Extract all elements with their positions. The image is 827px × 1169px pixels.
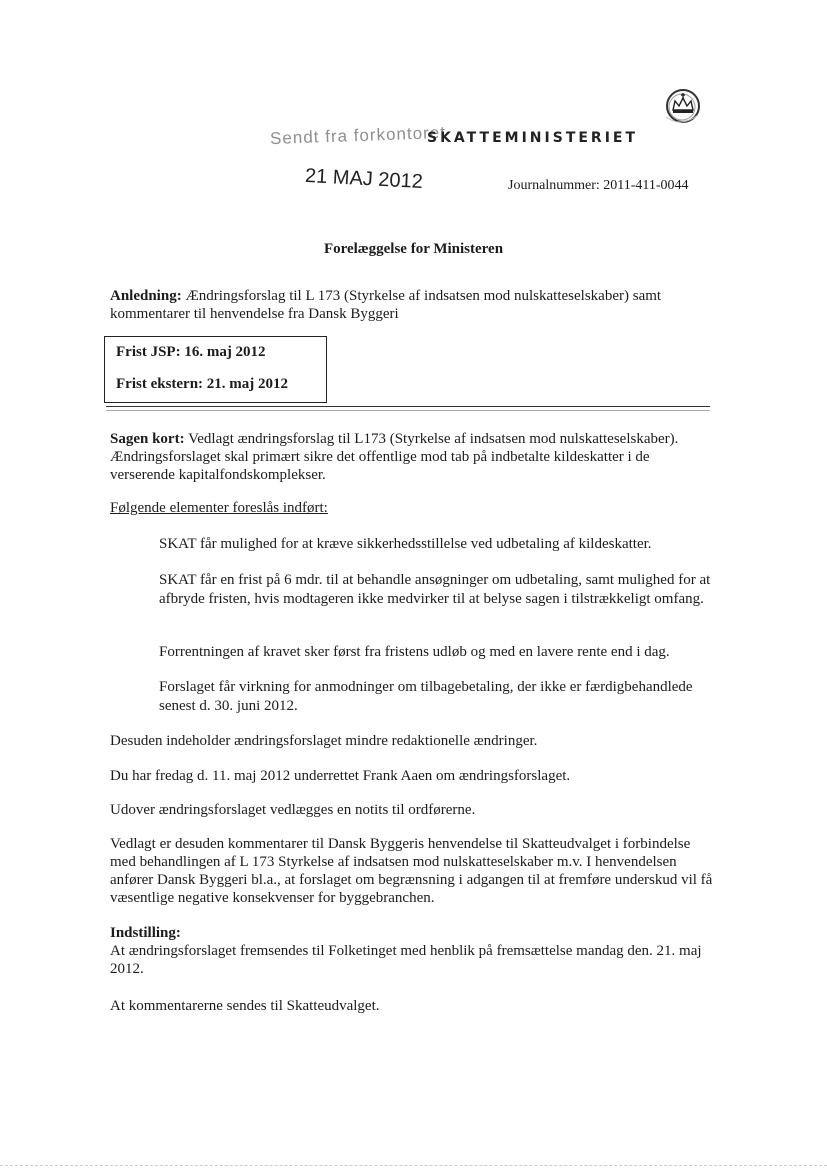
paragraph: Du har fredag d. 11. maj 2012 underrettet Frank Aaen om ændringsforslaget. xyxy=(110,768,571,784)
anledning-section xyxy=(110,287,716,323)
sagen-kort-text: Vedlagt ændringsforslag til L173 (Styrkelse af indsatsen mod nulskatteselskaber). Ændringsforslaget skal primært sikre det offentlige mod tab på indbetalte kildeskatter i de verserende kapitalfondskomplekser. xyxy=(110,431,679,483)
indstilling-label xyxy=(110,924,716,942)
indstilling-text: At kommentarerne sendes til Skatteudvalget. xyxy=(110,998,380,1014)
deadline-external: Frist ekstern: 21. maj 2012 xyxy=(116,376,289,392)
divider xyxy=(106,410,710,411)
ministry-name: SKATTEMINISTERIET xyxy=(427,130,639,146)
list-item: Forslaget får virkning for anmodninger om tilbagebetaling, der ikke er færdigbehandlede senest d. 30. juni 2012. xyxy=(159,679,693,714)
document-title: Forelæggelse for Ministeren xyxy=(323,241,504,257)
anledning-text: Ændringsforslag til L 173 (Styrkelse af indsatsen mod nulskatteselskaber) samt kommentarer til henvendelse fra Dansk Byggeri xyxy=(110,288,662,322)
list-item: Forrentningen af kravet sker først fra fristens udløb og med en lavere rente end i dag. xyxy=(159,644,670,660)
list-item: SKAT får en frist på 6 mdr. til at behandle ansøgninger om udbetaling, samt mulighed for at afbryde fristen, hvis modtageren ikke medvirker til at belyse sagen i tilstrækkeligt omfang. xyxy=(159,572,711,607)
sagen-kort-label: Sagen kort: xyxy=(110,431,185,447)
page-edge xyxy=(0,1165,827,1166)
paragraph: Desuden indeholder ændringsforslaget mindre redaktionelle ændringer. xyxy=(110,733,538,749)
list-item: SKAT får mulighed for at kræve sikkerhedsstillelse ved udbetaling af kildeskatter. xyxy=(159,536,652,552)
anledning-label: Anledning: xyxy=(110,288,182,304)
indstilling-heading: Indstilling: xyxy=(110,925,181,941)
elements-heading: Følgende elementer foreslås indført: xyxy=(110,500,328,516)
crown-logo-icon xyxy=(646,84,706,134)
sagen-kort-section xyxy=(110,430,716,484)
journal-number: Journalnummer: 2011-411-0044 xyxy=(508,178,689,193)
received-stamp: Sendt fra forkontoret xyxy=(269,122,447,149)
paragraph: Vedlagt er desuden kommentarer til Dansk Byggeris henvendelse til Skatteudvalget i forbindelse med behandlingen af L 173 Styrkelse af indsatsen mod nulskatteselskaber m.v. I henvendelsen anfører Dansk Byggeri bl.a., at forslaget om begrænsning i adgangen til at fremføre underskud vil få væsentlige negative konsekvenser for byggebranchen. xyxy=(110,836,713,906)
indstilling-text: At ændringsforslaget fremsendes til Folketinget med henblik på fremsættelse mandag den. 21. maj 2012. xyxy=(110,943,702,977)
deadline-box xyxy=(104,336,327,403)
paragraph: Udover ændringsforslaget vedlægges en notits til ordførerne. xyxy=(110,802,476,818)
deadline-internal: Frist JSP: 16. maj 2012 xyxy=(116,344,266,360)
divider xyxy=(106,406,710,407)
stamp-date: 21 MAJ 2012 xyxy=(304,164,424,194)
